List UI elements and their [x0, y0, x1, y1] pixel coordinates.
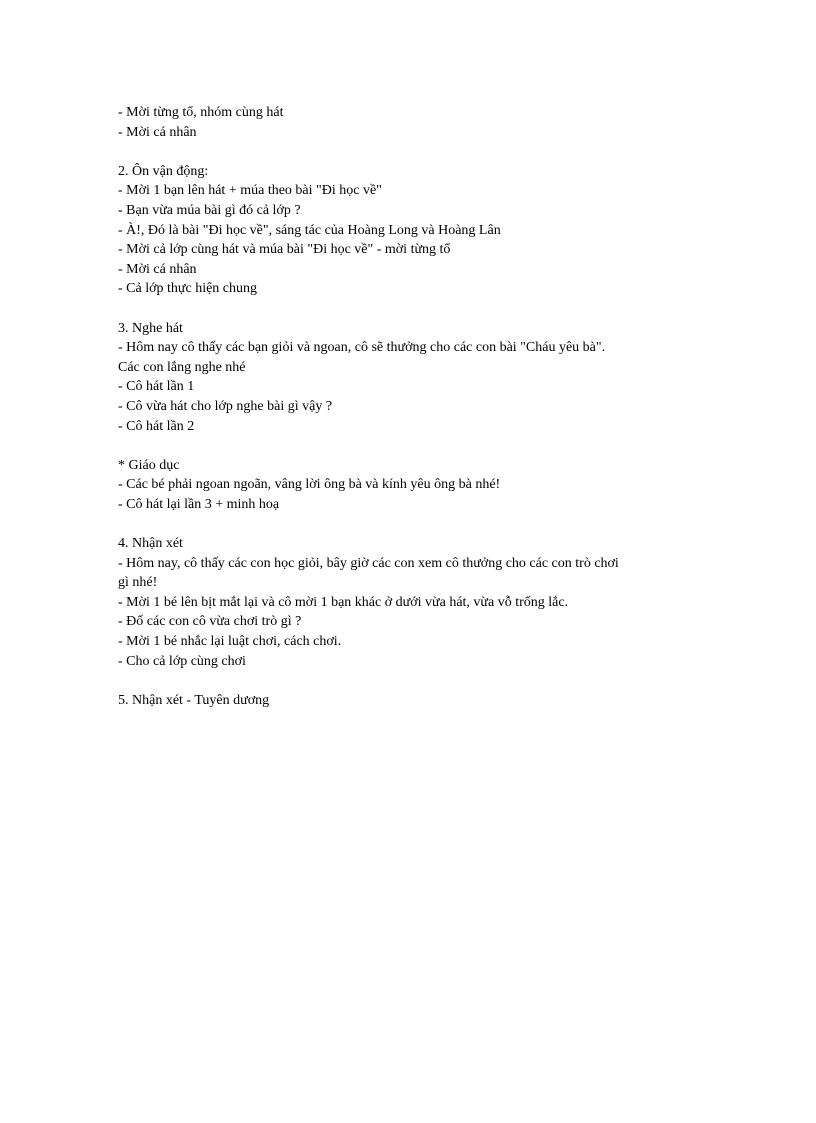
section-line: - Cô hát lại lần 3 + minh hoạ [118, 496, 280, 512]
section-on-van-dong [118, 162, 708, 299]
section-line: - Cô vừa hát cho lớp nghe bài gì vậy ? [118, 398, 333, 414]
section-line: - Mời 1 bạn lên hát + múa theo bài "Đi học về" [118, 183, 382, 199]
paragraph-gap [118, 436, 708, 456]
section-line: - Hôm nay cô thấy các bạn giỏi và ngoan, cô sẽ thưởng cho các con bài "Cháu yêu bà". [118, 340, 606, 356]
section-giao-duc [118, 456, 708, 515]
section-line: - Cô hát lần 2 [118, 418, 195, 434]
paragraph-gap [118, 514, 708, 534]
section-line: - Cô hát lần 1 [118, 379, 195, 395]
section-heading: 5. Nhận xét - Tuyên dương [118, 692, 270, 708]
intro-line: - Mời từng tổ, nhóm cùng hát [118, 105, 284, 120]
paragraph-gap [118, 671, 708, 691]
section-nghe-hat [118, 319, 708, 437]
section-line: - Mời cả lớp cùng hát và múa bài "Đi học về" - mời từng tổ [118, 242, 451, 258]
section-line: gì nhé! [118, 575, 158, 591]
section-line: - Mời cá nhân [118, 261, 197, 277]
section-tuyen-duong [118, 691, 708, 711]
section-line: - Cả lớp thực hiện chung [118, 281, 258, 297]
section-line: - Mời 1 bé nhắc lại luật chơi, cách chơi. [118, 634, 342, 650]
paragraph-gap [118, 142, 708, 162]
section-nhan-xet [118, 534, 708, 671]
section-heading: 3. Nghe hát [118, 320, 183, 336]
section-line: - Bạn vừa múa bài gì đó cả lớp ? [118, 202, 301, 218]
section-heading: 2. Ôn vận động: [118, 163, 209, 179]
section-heading: * Giáo dục [118, 457, 180, 473]
section-line: - Hôm nay, cô thấy các con học giỏi, bây giờ các con xem cô thưởng cho các con trò chơi [118, 555, 619, 571]
intro-line: - Mời cá nhân [118, 124, 197, 140]
section-line: - À!, Đó là bài "Đi học về", sáng tác của Hoàng Long và Hoàng Lân [118, 222, 501, 238]
document-page [118, 103, 708, 710]
paragraph-gap [118, 299, 708, 319]
section-line: - Cho cả lớp cùng chơi [118, 653, 246, 669]
section-line: Các con lắng nghe nhé [118, 359, 246, 375]
section-line: - Mời 1 bé lên bịt mắt lại và cô mời 1 bạn khác ở dưới vừa hát, vừa vỗ trống lắc. [118, 594, 569, 610]
section-heading: 4. Nhận xét [118, 536, 183, 552]
section-line: - Đố các con cô vừa chơi trò gì ? [118, 614, 302, 630]
intro-block [118, 103, 708, 142]
section-line: - Các bé phải ngoan ngoãn, vâng lời ông bà và kính yêu ông bà nhé! [118, 477, 501, 493]
